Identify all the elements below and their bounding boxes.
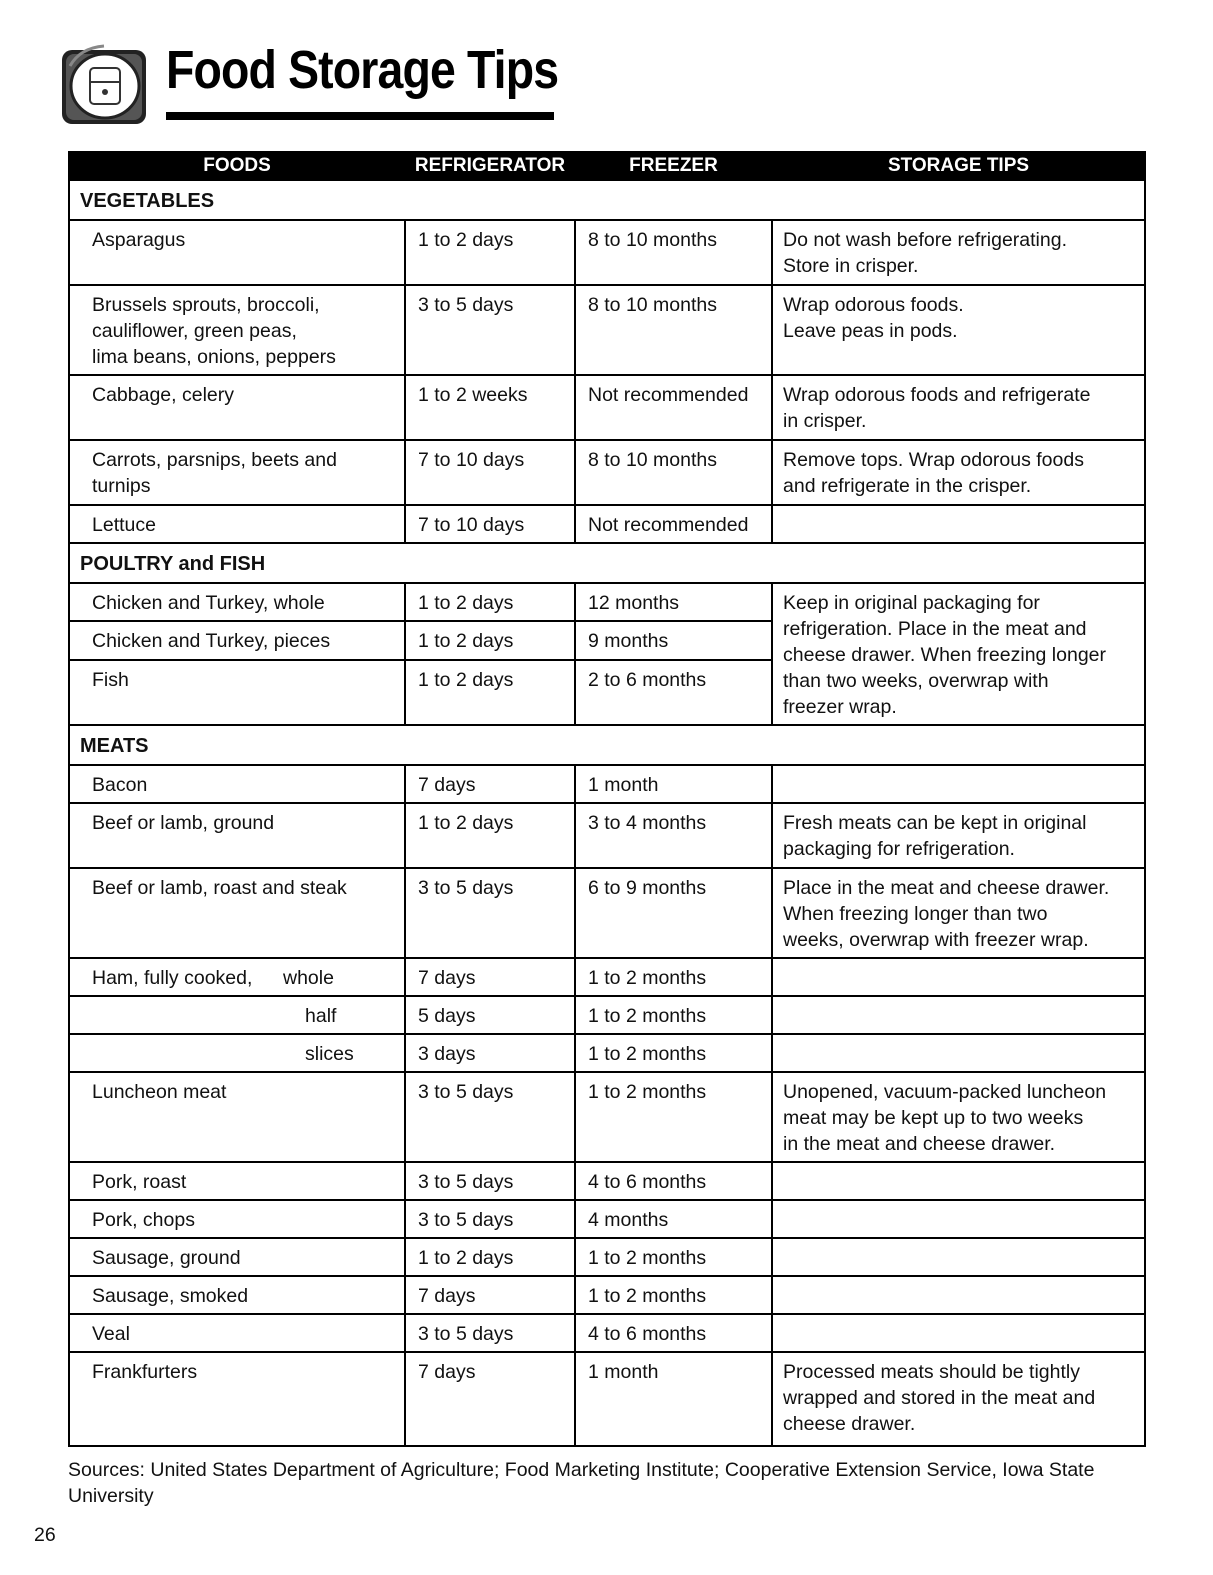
column-header-freezer: FREEZER	[575, 152, 772, 180]
food-name: Ham, fully cooked,	[92, 967, 253, 989]
page-number: 26	[34, 1524, 56, 1546]
refrigerator-cell: 3 to 5 days	[405, 1072, 575, 1162]
table-row	[69, 1034, 1145, 1072]
title-underline	[166, 112, 554, 120]
food-cell: Beef or lamb, ground	[69, 803, 405, 868]
tips-cell	[772, 996, 1145, 1034]
food-cell: Cabbage, celery	[69, 375, 405, 440]
table-row	[69, 996, 1145, 1034]
tips-cell: Do not wash before refrigerating. Store in crisper.	[772, 220, 1145, 285]
refrigerator-cell: 7 days	[405, 1276, 575, 1314]
refrigerator-cell: 7 to 10 days	[405, 505, 575, 543]
freezer-cell: 1 to 2 months	[575, 1238, 772, 1276]
section-title: MEATS	[69, 725, 1145, 765]
table-row	[69, 1200, 1145, 1238]
table-row	[69, 765, 1145, 803]
column-header-refrigerator: REFRIGERATOR	[405, 152, 575, 180]
freezer-cell: 4 to 6 months	[575, 1162, 772, 1200]
freezer-cell: 3 to 4 months	[575, 803, 772, 868]
table-row	[69, 583, 1145, 621]
tips-cell: Processed meats should be tightly wrapped and stored in the meat and cheese drawer.	[772, 1352, 1145, 1446]
table-row	[69, 1162, 1145, 1200]
freezer-cell: 4 to 6 months	[575, 1314, 772, 1352]
food-cut: whole	[283, 967, 334, 989]
freezer-cell: 8 to 10 months	[575, 440, 772, 505]
freezer-cell: 1 to 2 months	[575, 1072, 772, 1162]
food-cell: Pork, roast	[69, 1162, 405, 1200]
table-row	[69, 220, 1145, 285]
section-title: POULTRY and FISH	[69, 543, 1145, 583]
tips-cell	[772, 1314, 1145, 1352]
refrigerator-cell: 3 to 5 days	[405, 1200, 575, 1238]
table-row	[69, 505, 1145, 543]
food-cell: Frankfurters	[69, 1352, 405, 1446]
refrigerator-cell: 7 days	[405, 765, 575, 803]
refrigerator-cell: 7 days	[405, 1352, 575, 1446]
freezer-cell: Not recommended	[575, 375, 772, 440]
freezer-cell: Not recommended	[575, 505, 772, 543]
column-header-storage-tips: STORAGE TIPS	[772, 152, 1145, 180]
refrigerator-cell: 5 days	[405, 996, 575, 1034]
food-cell: Fish	[69, 660, 405, 725]
section-row-vegetables	[69, 180, 1145, 220]
tips-cell: Place in the meat and cheese drawer. When freezing longer than two weeks, overwrap with freezer wrap.	[772, 868, 1145, 958]
tips-cell: Keep in original packaging for refrigeration. Place in the meat and cheese drawer. When freezing longer than two weeks, overwrap with freezer wrap.	[772, 583, 1145, 725]
table-row	[69, 1276, 1145, 1314]
freezer-cell: 9 months	[575, 621, 772, 659]
food-cell: Sausage, smoked	[69, 1276, 405, 1314]
food-cell: Bacon	[69, 765, 405, 803]
freezer-cell: 8 to 10 months	[575, 285, 772, 375]
tips-cell: Fresh meats can be kept in original packaging for refrigeration.	[772, 803, 1145, 868]
refrigerator-cell: 1 to 2 days	[405, 803, 575, 868]
sources-note: Sources: United States Department of Agriculture; Food Marketing Institute; Cooperative Extension Service, Iowa State University	[68, 1459, 1095, 1507]
section-row-poultry-fish	[69, 543, 1145, 583]
table-row	[69, 868, 1145, 958]
food-cell: Chicken and Turkey, whole	[69, 583, 405, 621]
page-header	[60, 38, 560, 128]
tips-cell: Wrap odorous foods. Leave peas in pods.	[772, 285, 1145, 375]
refrigerator-cell: 1 to 2 days	[405, 220, 575, 285]
freezer-cell: 6 to 9 months	[575, 868, 772, 958]
freezer-cell: 1 to 2 months	[575, 996, 772, 1034]
table-row	[69, 1238, 1145, 1276]
refrigerator-cell: 3 to 5 days	[405, 1162, 575, 1200]
tips-cell	[772, 765, 1145, 803]
table-row	[69, 1314, 1145, 1352]
table-row	[69, 1072, 1145, 1162]
freezer-cell: 4 months	[575, 1200, 772, 1238]
food-cell: Sausage, ground	[69, 1238, 405, 1276]
refrigerator-cell: 1 to 2 days	[405, 1238, 575, 1276]
food-cell: Beef or lamb, roast and steak	[69, 868, 405, 958]
section-row-meats	[69, 725, 1145, 765]
refrigerator-cell: 7 to 10 days	[405, 440, 575, 505]
refrigerator-cell: 1 to 2 weeks	[405, 375, 575, 440]
freezer-cell: 1 to 2 months	[575, 958, 772, 996]
table-row	[69, 375, 1145, 440]
freezer-cell: 1 to 2 months	[575, 1034, 772, 1072]
refrigerator-cell: 7 days	[405, 958, 575, 996]
tips-cell	[772, 1238, 1145, 1276]
page-title: Food Storage Tips	[166, 40, 559, 100]
column-header-foods: FOODS	[69, 152, 405, 180]
food-cell: Pork, chops	[69, 1200, 405, 1238]
refrigerator-cell: 1 to 2 days	[405, 660, 575, 725]
tips-cell	[772, 1162, 1145, 1200]
table-header-row	[69, 152, 1145, 180]
refrigerator-cell: 1 to 2 days	[405, 583, 575, 621]
food-cell	[69, 958, 405, 996]
food-cell: Lettuce	[69, 505, 405, 543]
table-row	[69, 958, 1145, 996]
refrigerator-icon	[60, 42, 150, 126]
freezer-cell: 12 months	[575, 583, 772, 621]
food-cell: Carrots, parsnips, beets and turnips	[69, 440, 405, 505]
table-row	[69, 1352, 1145, 1446]
food-cell: Luncheon meat	[69, 1072, 405, 1162]
table-row	[69, 285, 1145, 375]
tips-cell	[772, 1200, 1145, 1238]
refrigerator-cell: 1 to 2 days	[405, 621, 575, 659]
food-cell	[69, 1034, 405, 1072]
freezer-cell: 1 month	[575, 765, 772, 803]
food-cut: slices	[305, 1043, 354, 1065]
freezer-cell: 8 to 10 months	[575, 220, 772, 285]
tips-cell	[772, 958, 1145, 996]
tips-cell	[772, 1276, 1145, 1314]
freezer-cell: 1 to 2 months	[575, 1276, 772, 1314]
tips-cell: Remove tops. Wrap odorous foods and refrigerate in the crisper.	[772, 440, 1145, 505]
refrigerator-cell: 3 days	[405, 1034, 575, 1072]
refrigerator-cell: 3 to 5 days	[405, 868, 575, 958]
food-cell: Asparagus	[69, 220, 405, 285]
tips-cell	[772, 1034, 1145, 1072]
refrigerator-cell: 3 to 5 days	[405, 1314, 575, 1352]
table-row	[69, 440, 1145, 505]
tips-cell: Wrap odorous foods and refrigerate in crisper.	[772, 375, 1145, 440]
food-cell: Brussels sprouts, broccoli, cauliflower, green peas, lima beans, onions, peppers	[69, 285, 405, 375]
section-title: VEGETABLES	[69, 180, 1145, 220]
food-cell: Veal	[69, 1314, 405, 1352]
food-cell	[69, 996, 405, 1034]
food-cut: half	[305, 1005, 337, 1027]
tips-cell	[772, 505, 1145, 543]
freezer-cell: 2 to 6 months	[575, 660, 772, 725]
tips-cell: Unopened, vacuum-packed luncheon meat may be kept up to two weeks in the meat and cheese drawer.	[772, 1072, 1145, 1162]
food-cell: Chicken and Turkey, pieces	[69, 621, 405, 659]
refrigerator-cell: 3 to 5 days	[405, 285, 575, 375]
food-storage-table	[68, 151, 1146, 1447]
table-row	[69, 803, 1145, 868]
freezer-cell: 1 month	[575, 1352, 772, 1446]
